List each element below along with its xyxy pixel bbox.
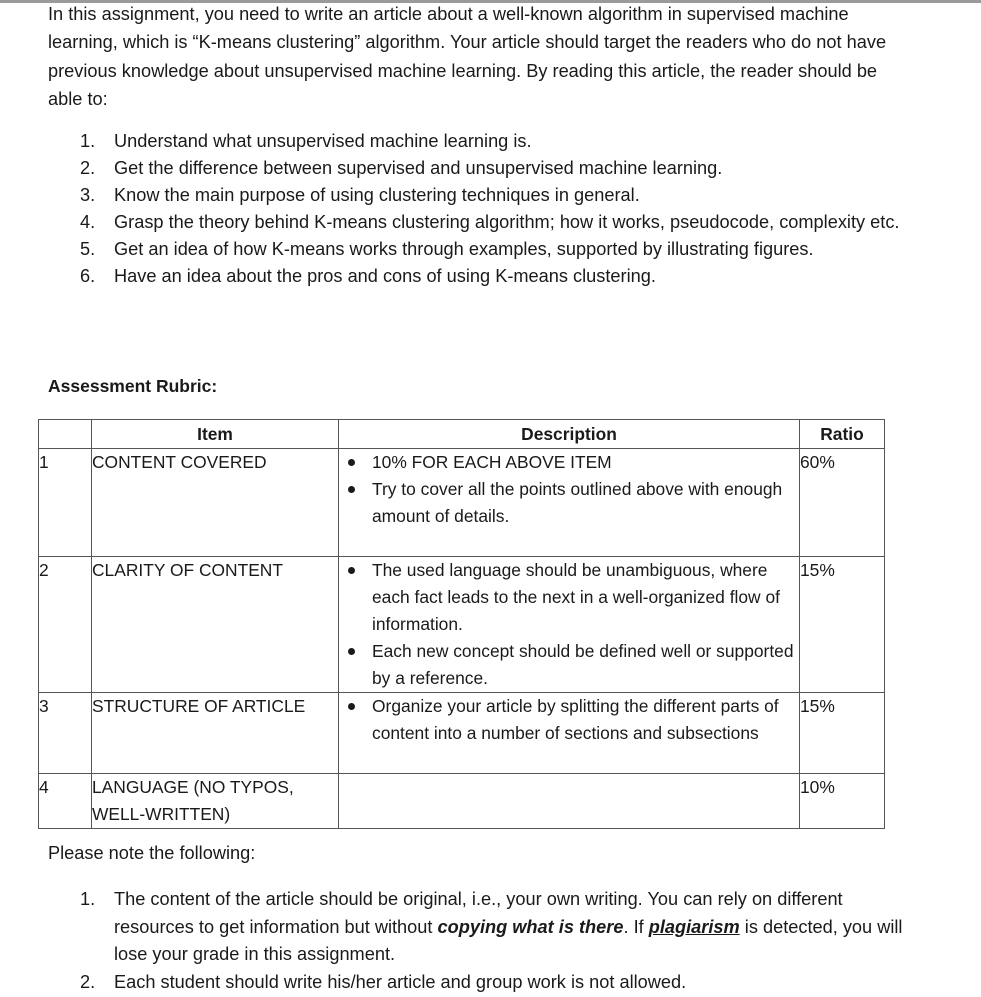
description-bullet: Each new concept should be defined well or supported by a reference. [339,638,799,692]
row-number: 3 [39,693,92,774]
bullet-icon [348,567,355,574]
learning-goals-list [76,128,906,290]
bullet-icon [348,648,355,655]
rubric-title: Assessment Rubric: [48,376,218,396]
description-bullet: 10% FOR EACH ABOVE ITEM [339,449,799,476]
row-ratio: 60% [800,449,885,557]
row-item: LANGUAGE (NO TYPOS, WELL-WRITTEN) [92,774,339,829]
description-bullet: Try to cover all the points outlined above with enough amount of details. [339,476,799,530]
notes-lead: Please note the following: [48,843,256,863]
row-description [339,693,800,774]
header-item: Item [92,420,339,449]
description-bullet: The used language should be unambiguous, where each fact leads to the next in a well-organized flow of information. [339,557,799,638]
row-number: 4 [39,774,92,829]
row-description [339,774,800,829]
rubric-table [38,419,885,829]
intro-paragraph: In this assignment, you need to write an article about a well-known algorithm in supervised machine learning, which is “K-means clustering” algorithm. Your article should target the readers who do not have previous knowledge about unsupervised machine learning. By reading this article, the reader should be able to: [48,4,887,109]
note-item: 2. Each student should write his/her article and group work is not allowed. [80,971,687,992]
bullet-icon [348,486,355,493]
description-bullet: Organize your article by splitting the different parts of content into a number of sections and subsections [339,693,799,747]
notes-list [76,886,916,996]
goal-item: 1. Understand what unsupervised machine learning is. [80,131,532,151]
row-ratio: 15% [800,557,885,693]
bullet-icon [348,459,355,466]
row-description [339,449,800,557]
emphasis-copying: copying what is there [437,916,624,937]
row-number: 1 [39,449,92,557]
table-row [39,449,885,557]
emphasis-plagiarism: plagiarism [648,916,740,937]
table-row [39,557,885,693]
row-description [339,557,800,693]
row-item: CLARITY OF CONTENT [92,557,339,693]
goal-item: 5. Get an idea of how K-means works through examples, supported by illustrating figures. [80,239,814,259]
goal-item: 6. Have an idea about the pros and cons of using K-means clustering. [80,266,656,286]
header-description: Description [339,420,800,449]
goal-item: 3. Know the main purpose of using clustering techniques in general. [80,185,640,205]
table-row [39,693,885,774]
header-num [39,420,92,449]
table-row [39,774,885,829]
goal-item: 4. Grasp the theory behind K-means clustering algorithm; how it works, pseudocode, complexity etc. [80,212,900,232]
row-ratio: 15% [800,693,885,774]
header-ratio: Ratio [800,420,885,449]
row-number: 2 [39,557,92,693]
bullet-icon [348,703,355,710]
row-item: CONTENT COVERED [92,449,339,557]
goal-item: 2. Get the difference between supervised and unsupervised machine learning. [80,158,723,178]
rubric-header-row [39,420,885,449]
row-ratio: 10% [800,774,885,829]
note-item: 1. The content of the article should be original, i.e., your own writing. You can rely on different resources to get information but without copying what is there. If plagiarism is detected, you will lose your grade in this assignment. [80,889,903,964]
row-item: STRUCTURE OF ARTICLE [92,693,339,774]
